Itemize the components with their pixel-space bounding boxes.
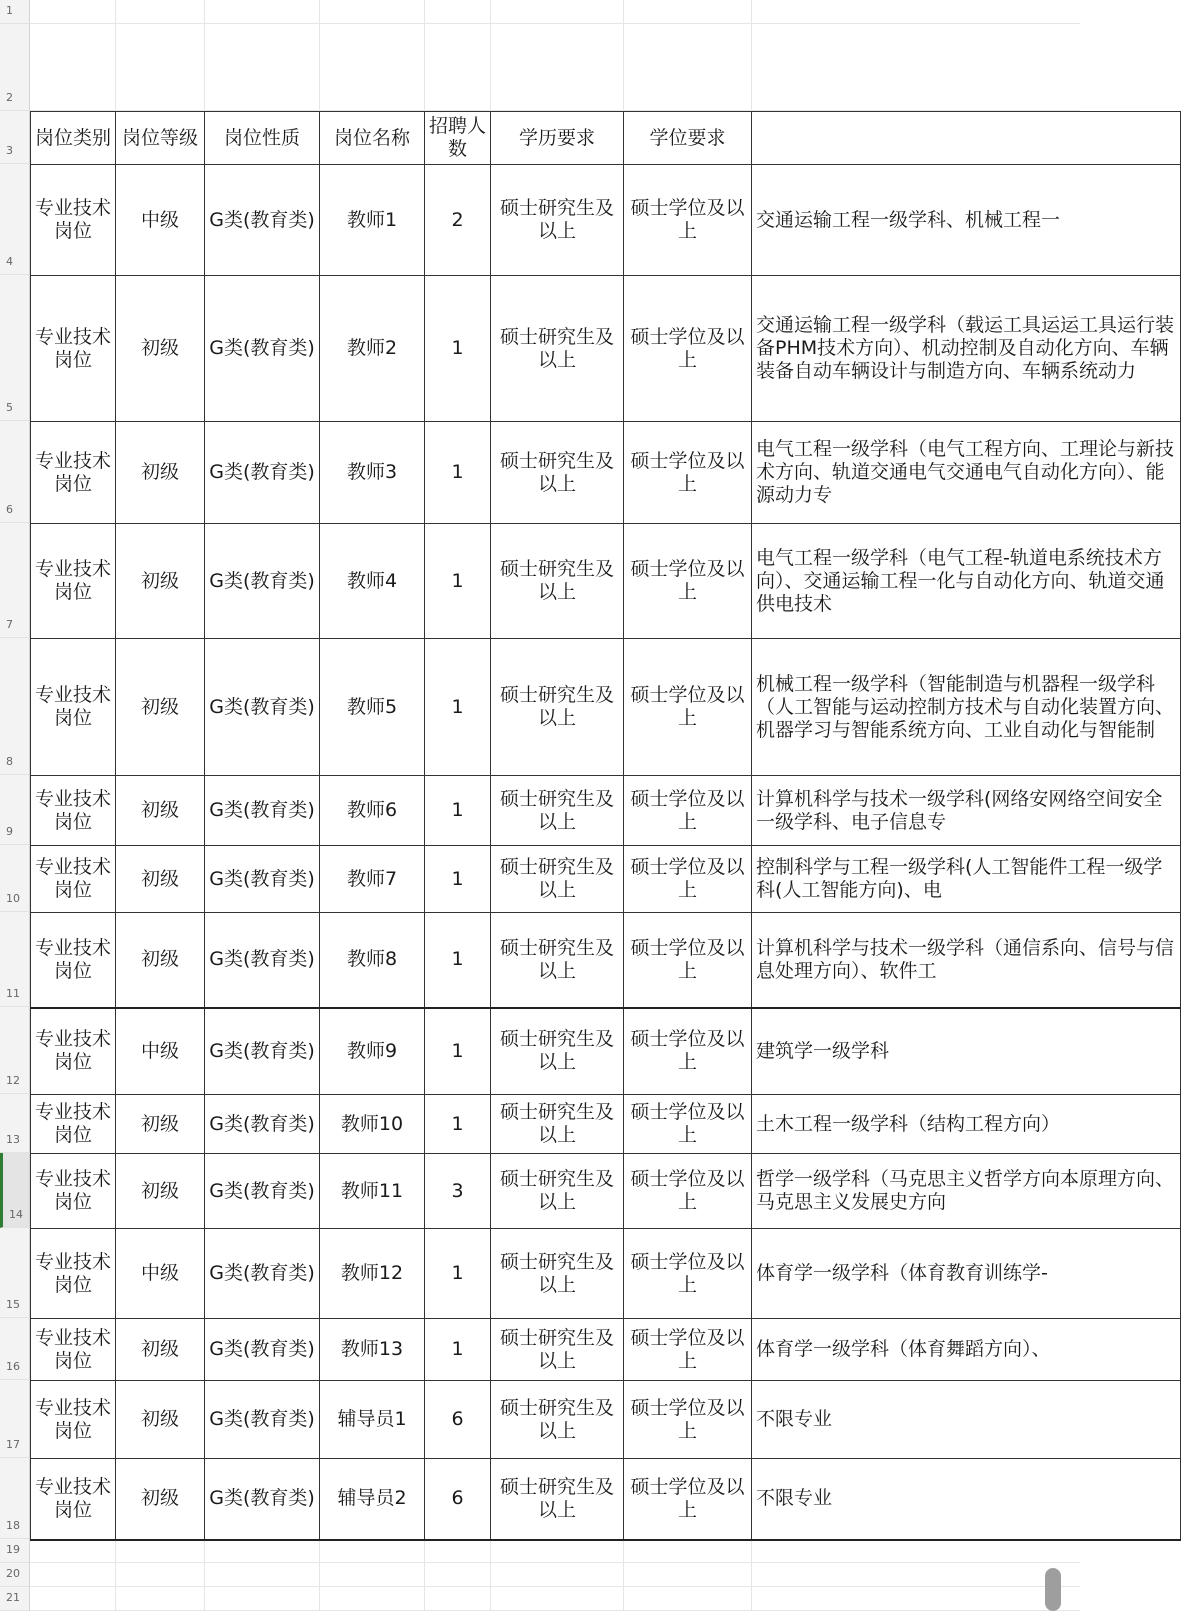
cell-name[interactable]: 教师10 [320,1095,425,1154]
cell-level[interactable]: 初级 [116,1459,205,1540]
cell-degree[interactable]: 硕士学位及以上 [624,1229,752,1319]
cell-major[interactable]: 计算机科学与技术一级学科（通信系向、信号与信息处理方向）、软件工 [752,913,1181,1008]
cell-count[interactable]: 1 [425,1095,491,1154]
row-header[interactable] [0,1539,30,1563]
table-row [31,1381,1181,1459]
row-header[interactable] [0,421,30,523]
row-header[interactable] [0,845,30,912]
cell-count[interactable]: 2 [425,165,491,276]
cell-category[interactable]: 专业技术岗位 [31,422,116,524]
table-row [31,1459,1181,1540]
row-header[interactable] [0,1228,30,1318]
cell-education[interactable]: 硕士研究生及以上 [491,1229,624,1319]
cell-major[interactable]: 交通运输工程一级学科、机械工程一 [752,165,1181,276]
cell-education[interactable]: 硕士研究生及以上 [491,776,624,846]
cell-degree[interactable]: 硕士学位及以上 [624,846,752,913]
cell-major[interactable]: 机械工程一级学科（智能制造与机器程一级学科（人工智能与运动控制方技术与自动化装置方向、机器学习与智能系统方向、工业自动化与智能制 [752,639,1181,776]
cell-education[interactable]: 硕士研究生及以上 [491,913,624,1008]
cell-count[interactable]: 3 [425,1154,491,1229]
cell-level[interactable]: 中级 [116,165,205,276]
cell-name[interactable]: 教师2 [320,276,425,422]
cell-count[interactable]: 1 [425,276,491,422]
cell-nature[interactable]: G类(教育类) [205,165,320,276]
cell-major[interactable]: 土木工程一级学科（结构工程方向） [752,1095,1181,1154]
cell-level[interactable]: 中级 [116,1008,205,1095]
cell-major[interactable]: 体育学一级学科（体育舞蹈方向）、 [752,1319,1181,1381]
row-number: 1 [6,4,13,17]
cell-degree[interactable]: 硕士学位及以上 [624,913,752,1008]
row-number: 18 [6,1519,20,1532]
row-header[interactable] [0,638,30,775]
cell-level[interactable]: 初级 [116,1095,205,1154]
row-number: 10 [6,892,20,905]
cell-degree[interactable]: 硕士学位及以上 [624,1154,752,1229]
row-number: 17 [6,1438,20,1451]
table-row [31,276,1181,422]
cell-degree[interactable]: 硕士学位及以上 [624,1095,752,1154]
cell-name[interactable]: 辅导员1 [320,1381,425,1459]
cell-education[interactable]: 硕士研究生及以上 [491,1459,624,1540]
cell-category[interactable]: 专业技术岗位 [31,1319,116,1381]
row-header[interactable] [0,1318,30,1380]
table-row [31,524,1181,639]
cell-name[interactable]: 教师3 [320,422,425,524]
row-header[interactable] [0,775,30,845]
header-category[interactable]: 岗位类别 [31,112,116,165]
cell-category[interactable]: 专业技术岗位 [31,1095,116,1154]
cell-nature[interactable]: G类(教育类) [205,639,320,776]
empty-row[interactable] [30,1587,1080,1611]
cell-education[interactable]: 硕士研究生及以上 [491,1008,624,1095]
cell-major[interactable]: 控制科学与工程一级学科(人工智能件工程一级学科(人工智能方向)、电 [752,846,1181,913]
cell-education[interactable]: 硕士研究生及以上 [491,1154,624,1229]
cell-degree[interactable]: 硕士学位及以上 [624,1008,752,1095]
cell-level[interactable]: 初级 [116,846,205,913]
recruitment-table [30,111,1181,1541]
cell-major[interactable]: 不限专业 [752,1381,1181,1459]
cell-category[interactable]: 专业技术岗位 [31,1459,116,1540]
row-number: 7 [6,618,13,631]
cell-count[interactable]: 1 [425,639,491,776]
table-row [31,1095,1181,1154]
cell-nature[interactable]: G类(教育类) [205,846,320,913]
cell-education[interactable]: 硕士研究生及以上 [491,524,624,639]
row-header[interactable] [0,912,30,1007]
cell-nature[interactable]: G类(教育类) [205,776,320,846]
header-nature[interactable]: 岗位性质 [205,112,320,165]
row-header[interactable] [0,523,30,638]
cell-major[interactable]: 交通运输工程一级学科（载运工具运运工具运行装备PHM技术方向）、机动控制及自动化方向、车辆装备自动车辆设计与制造方向、车辆系统动力 [752,276,1181,422]
cell-education[interactable]: 硕士研究生及以上 [491,639,624,776]
row-header-selected[interactable] [0,1153,30,1228]
cell-count[interactable]: 6 [425,1459,491,1540]
cell-category[interactable]: 专业技术岗位 [31,1154,116,1229]
cell-degree[interactable]: 硕士学位及以上 [624,1319,752,1381]
empty-row[interactable] [30,24,1080,111]
row-header[interactable] [0,1563,30,1587]
table-row [31,1154,1181,1229]
row-header[interactable] [0,111,30,164]
cell-major[interactable]: 计算机科学与技术一级学科(网络安网络空间安全一级学科、电子信息专 [752,776,1181,846]
cell-nature[interactable]: G类(教育类) [205,422,320,524]
row-header[interactable] [0,1007,30,1094]
cell-degree[interactable]: 硕士学位及以上 [624,1381,752,1459]
header-row [31,112,1181,165]
cell-name[interactable]: 教师4 [320,524,425,639]
cell-nature[interactable]: G类(教育类) [205,276,320,422]
table-row [31,422,1181,524]
header-education[interactable]: 学历要求 [491,112,624,165]
cell-degree[interactable]: 硕士学位及以上 [624,776,752,846]
cell-education[interactable]: 硕士研究生及以上 [491,1381,624,1459]
cell-name[interactable]: 教师6 [320,776,425,846]
cell-name[interactable]: 教师7 [320,846,425,913]
cell-level[interactable]: 初级 [116,276,205,422]
table-row [31,1319,1181,1381]
row-number: 5 [6,401,13,414]
row-number: 2 [6,91,13,104]
cell-count[interactable]: 1 [425,776,491,846]
cell-nature[interactable]: G类(教育类) [205,1095,320,1154]
header-level[interactable]: 岗位等级 [116,112,205,165]
cell-nature[interactable]: G类(教育类) [205,1229,320,1319]
cell-major[interactable]: 不限专业 [752,1459,1181,1540]
cell-education[interactable]: 硕士研究生及以上 [491,1319,624,1381]
row-header[interactable] [0,164,30,275]
cell-category[interactable]: 专业技术岗位 [31,276,116,422]
cell-name[interactable]: 教师12 [320,1229,425,1319]
cell-degree[interactable]: 硕士学位及以上 [624,165,752,276]
header-major[interactable] [752,112,1181,165]
cell-degree[interactable]: 硕士学位及以上 [624,422,752,524]
row-number: 11 [6,987,20,1000]
row-header[interactable] [0,1458,30,1539]
cell-name[interactable]: 辅导员2 [320,1459,425,1540]
row-number: 20 [6,1567,20,1580]
cell-category[interactable]: 专业技术岗位 [31,524,116,639]
cell-count[interactable]: 1 [425,1008,491,1095]
cell-education[interactable]: 硕士研究生及以上 [491,165,624,276]
cell-nature[interactable]: G类(教育类) [205,1381,320,1459]
cell-category[interactable]: 专业技术岗位 [31,776,116,846]
empty-row[interactable] [30,1563,1080,1587]
cell-level[interactable]: 初级 [116,1319,205,1381]
cell-education[interactable]: 硕士研究生及以上 [491,846,624,913]
cell-count[interactable]: 6 [425,1381,491,1459]
vertical-scrollbar-thumb[interactable] [1045,1568,1061,1611]
row-number: 15 [6,1298,20,1311]
cell-nature[interactable]: G类(教育类) [205,1319,320,1381]
cell-category[interactable]: 专业技术岗位 [31,1381,116,1459]
cell-category[interactable]: 专业技术岗位 [31,1008,116,1095]
cell-count[interactable]: 1 [425,1229,491,1319]
cell-major[interactable]: 电气工程一级学科（电气工程方向、工理论与新技术方向、轨道交通电气交通电气自动化方向）、能源动力专 [752,422,1181,524]
cell-level[interactable]: 初级 [116,1381,205,1459]
table-row [31,1008,1181,1095]
row-header[interactable] [0,24,30,111]
cell-name[interactable]: 教师9 [320,1008,425,1095]
cell-nature[interactable]: G类(教育类) [205,524,320,639]
cell-nature[interactable]: G类(教育类) [205,1154,320,1229]
cell-name[interactable]: 教师8 [320,913,425,1008]
table-row [31,913,1181,1008]
table-row [31,1229,1181,1319]
cell-major[interactable]: 哲学一级学科（马克思主义哲学方向本原理方向、马克思主义发展史方向 [752,1154,1181,1229]
cell-name[interactable]: 教师1 [320,165,425,276]
cell-major[interactable]: 体育学一级学科（体育教育训练学- [752,1229,1181,1319]
row-number: 21 [6,1591,20,1604]
row-number: 3 [6,144,13,157]
row-header[interactable] [0,275,30,421]
cell-major[interactable]: 电气工程一级学科（电气工程-轨道电系统技术方向）、交通运输工程一化与自动化方向、轨道交通供电技术 [752,524,1181,639]
cell-nature[interactable]: G类(教育类) [205,913,320,1008]
cell-level[interactable]: 初级 [116,913,205,1008]
header-count[interactable]: 招聘人数 [425,112,491,165]
cell-level[interactable]: 初级 [116,524,205,639]
cell-category[interactable]: 专业技术岗位 [31,913,116,1008]
table-row [31,165,1181,276]
cell-count[interactable]: 1 [425,913,491,1008]
cell-name[interactable]: 教师11 [320,1154,425,1229]
cell-category[interactable]: 专业技术岗位 [31,165,116,276]
empty-row[interactable] [30,0,1080,24]
cell-education[interactable]: 硕士研究生及以上 [491,276,624,422]
cell-level[interactable]: 初级 [116,422,205,524]
cell-level[interactable]: 初级 [116,776,205,846]
row-number: 16 [6,1360,20,1373]
row-number: 14 [9,1208,23,1221]
cell-major[interactable]: 建筑学一级学科 [752,1008,1181,1095]
cell-count[interactable]: 1 [425,846,491,913]
header-degree[interactable]: 学位要求 [624,112,752,165]
cell-category[interactable]: 专业技术岗位 [31,639,116,776]
cell-category[interactable]: 专业技术岗位 [31,846,116,913]
table-row [31,776,1181,846]
cell-education[interactable]: 硕士研究生及以上 [491,1095,624,1154]
table-row [31,639,1181,776]
row-number: 6 [6,503,13,516]
cell-level[interactable]: 中级 [116,1229,205,1319]
cell-level[interactable]: 初级 [116,1154,205,1229]
row-number: 12 [6,1074,20,1087]
cell-category[interactable]: 专业技术岗位 [31,1229,116,1319]
header-name[interactable]: 岗位名称 [320,112,425,165]
row-number: 4 [6,255,13,268]
row-header[interactable] [0,1094,30,1153]
cell-level[interactable]: 初级 [116,639,205,776]
cell-name[interactable]: 教师5 [320,639,425,776]
row-header[interactable] [0,1587,30,1611]
cell-nature[interactable]: G类(教育类) [205,1459,320,1540]
cell-degree[interactable]: 硕士学位及以上 [624,639,752,776]
cell-degree[interactable]: 硕士学位及以上 [624,276,752,422]
row-number: 19 [6,1543,20,1556]
row-header[interactable] [0,0,30,24]
row-number: 13 [6,1133,20,1146]
empty-row[interactable] [30,1539,1080,1563]
row-header[interactable] [0,1380,30,1458]
cell-degree[interactable]: 硕士学位及以上 [624,524,752,639]
cell-count[interactable]: 1 [425,422,491,524]
row-number: 9 [6,825,13,838]
table-row [31,846,1181,913]
cell-degree[interactable]: 硕士学位及以上 [624,1459,752,1540]
cell-education[interactable]: 硕士研究生及以上 [491,422,624,524]
cell-count[interactable]: 1 [425,524,491,639]
cell-count[interactable]: 1 [425,1319,491,1381]
row-number: 8 [6,755,13,768]
cell-nature[interactable]: G类(教育类) [205,1008,320,1095]
cell-name[interactable]: 教师13 [320,1319,425,1381]
